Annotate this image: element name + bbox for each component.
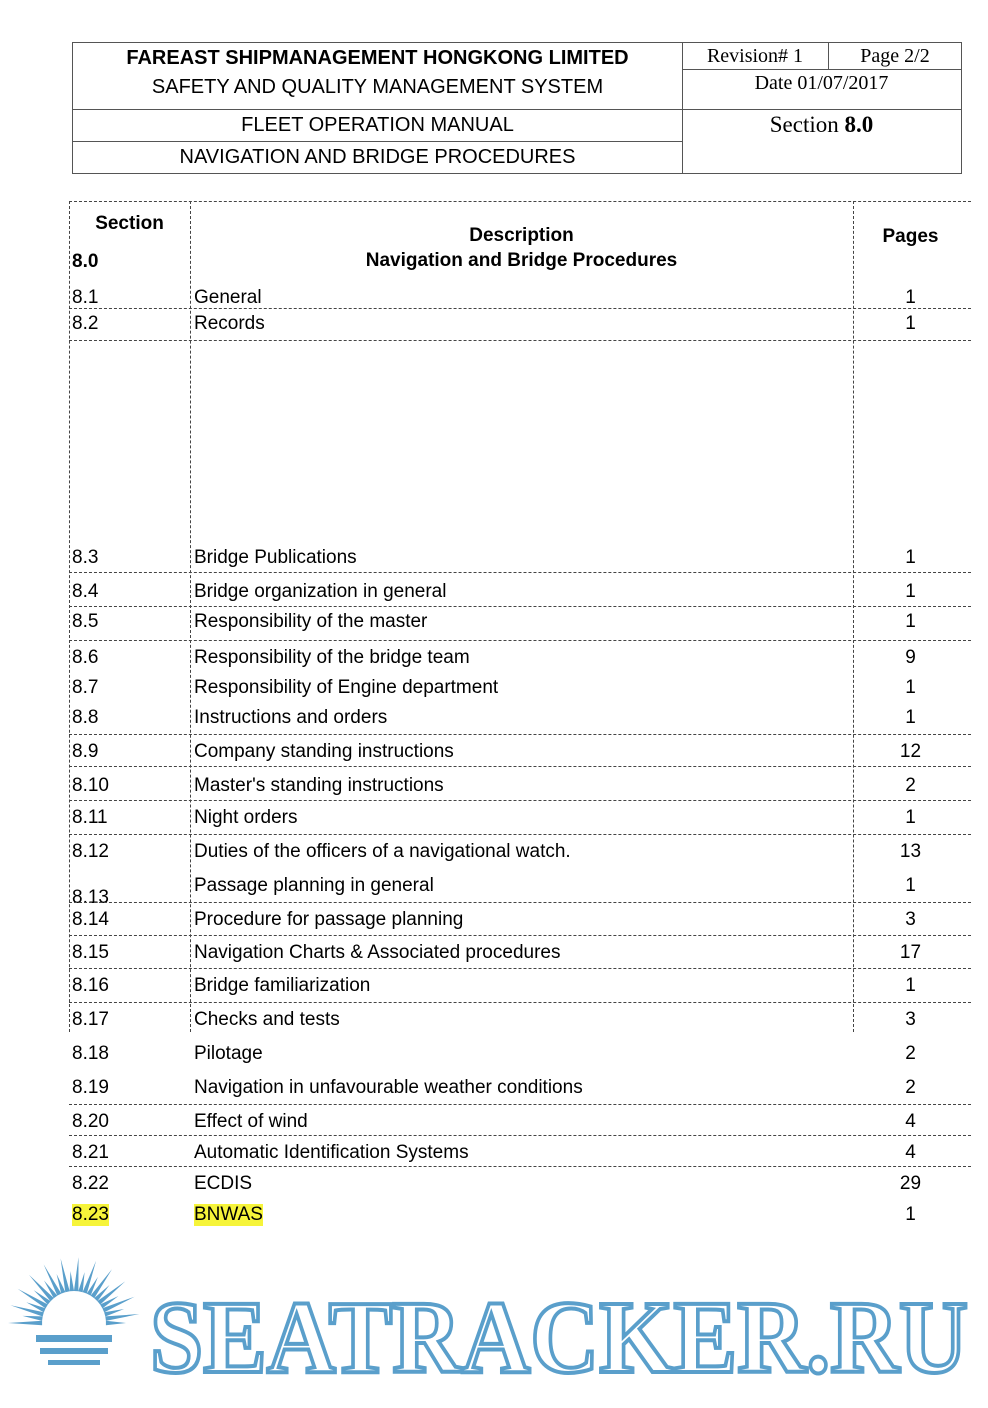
toc-description: Bridge organization in general: [194, 581, 447, 602]
management-system: SAFETY AND QUALITY MANAGEMENT SYSTEM: [151, 76, 604, 98]
toc-row: [69, 279, 971, 309]
toc-description: Pilotage: [194, 1043, 263, 1064]
toc-pages: 1: [905, 581, 916, 602]
toc-pages: 13: [899, 841, 922, 862]
toc-pages: 1: [905, 287, 916, 308]
toc-section-number: 8.10: [72, 775, 109, 796]
toc-description: Checks and tests: [194, 1009, 340, 1030]
row-divider: [69, 340, 971, 341]
toc-row: [69, 607, 971, 641]
toc-row: [69, 1198, 971, 1231]
main-section-title: Navigation and Bridge Procedures: [365, 250, 678, 271]
revision-date: Date 01/07/2017: [754, 72, 889, 94]
toc-pages: 1: [905, 677, 916, 698]
toc-pages: 1: [905, 807, 916, 828]
toc-description: Master's standing instructions: [194, 775, 444, 796]
toc-pages: 29: [899, 1173, 922, 1194]
company-name: FAREAST SHIPMANAGEMENT HONGKONG LIMITED: [126, 47, 629, 69]
toc-pages: 2: [905, 775, 916, 796]
toc-description: Effect of wind: [194, 1111, 308, 1132]
toc-section-number: 8.19: [72, 1077, 109, 1098]
toc-row: [69, 539, 971, 573]
page-number: Page 2/2: [860, 45, 930, 67]
column-header-pages: Pages: [882, 226, 939, 247]
toc-description: Company standing instructions: [194, 741, 454, 762]
toc-description: Responsibility of Engine department: [194, 677, 499, 698]
toc-pages: 1: [905, 611, 916, 632]
toc-row: [69, 1071, 971, 1105]
toc-pages: 1: [905, 1204, 916, 1225]
toc-section-number: 8.2: [72, 313, 99, 334]
document-header: [72, 42, 962, 174]
toc-row: [69, 767, 971, 801]
toc-description: Passage planning in general: [194, 875, 434, 896]
toc-row: [69, 1003, 971, 1037]
toc-description: Records: [194, 313, 265, 334]
sun-ray: [70, 1271, 74, 1291]
toc-section-number: 8.11: [72, 807, 108, 828]
toc-pages: 2: [905, 1077, 916, 1098]
toc-row: [69, 936, 971, 969]
seatracker-watermark: [0, 1255, 988, 1395]
toc-pages: 1: [905, 547, 916, 568]
toc-row: [69, 573, 971, 607]
sun-ray: [106, 1321, 126, 1325]
toc-pages: 12: [899, 741, 922, 762]
section-label: Section: [769, 112, 839, 137]
toc-section-number: 8.5: [72, 611, 99, 632]
column-header-description: Description: [469, 225, 574, 246]
sun-ray: [74, 1257, 79, 1291]
toc-pages: 3: [905, 1009, 916, 1030]
toc-row: [69, 673, 971, 701]
header-divider-manual: [73, 141, 682, 142]
toc-description: Procedure for passage planning: [194, 909, 464, 930]
toc-description: Bridge Publications: [194, 547, 357, 568]
toc-pages: 1: [905, 975, 916, 996]
toc-section-number: 8.12: [72, 841, 109, 862]
toc-pages: 1: [905, 313, 916, 334]
toc-section-number: 8.21: [72, 1142, 109, 1163]
toc-row: [69, 869, 971, 908]
toc-section-number: 8.16: [72, 975, 109, 996]
toc-section-number: 8.7: [72, 677, 99, 698]
column-header-section: Section: [95, 213, 164, 234]
toc-section-number: 8.6: [72, 647, 99, 668]
toc-section-number: 8.18: [72, 1043, 109, 1064]
toc-section-number: 8.3: [72, 547, 99, 568]
sun-ray: [78, 1272, 84, 1292]
toc-row: [69, 1167, 971, 1198]
manual-title: FLEET OPERATION MANUAL: [241, 114, 514, 136]
sun-ray: [22, 1316, 42, 1321]
section-reference: [682, 111, 961, 139]
main-section-number: 8.0: [72, 251, 99, 272]
toc-description: Automatic Identification Systems: [194, 1142, 469, 1163]
toc-section-number: 8.17: [72, 1009, 109, 1030]
toc-section-number: 8.15: [72, 942, 109, 963]
toc-description: Responsibility of the bridge team: [194, 647, 470, 668]
toc-pages: 1: [905, 707, 916, 728]
toc-description: Duties of the officers of a navigational watch.: [194, 841, 571, 862]
toc-row: [69, 735, 971, 767]
toc-pages: 3: [905, 909, 916, 930]
toc-section-number: 8.22: [72, 1173, 109, 1194]
toc-pages: 4: [905, 1111, 916, 1132]
toc-row: [69, 835, 971, 869]
toc-description: Night orders: [194, 807, 298, 828]
toc-row: [69, 1105, 971, 1136]
toc-description: Instructions and orders: [194, 707, 388, 728]
toc-section-number: 8.20: [72, 1111, 109, 1132]
toc-description: ECDIS: [194, 1173, 253, 1194]
toc-description: Navigation in unfavourable weather conditions: [194, 1077, 583, 1098]
toc-pages: 4: [905, 1142, 916, 1163]
toc-row: [69, 1037, 971, 1071]
toc-header-row: [69, 201, 971, 279]
toc-pages: 17: [899, 942, 922, 963]
toc-section-number: 8.14: [72, 909, 109, 930]
toc-description: Navigation Charts & Associated procedures: [194, 942, 561, 963]
sun-ray: [8, 1321, 42, 1325]
chapter-title: NAVIGATION AND BRIDGE PROCEDURES: [179, 146, 576, 168]
toc-row: [69, 903, 971, 936]
toc-pages: 9: [905, 647, 916, 668]
toc-pages: 2: [905, 1043, 916, 1064]
toc-row: [69, 969, 971, 1003]
revision-number: Revision# 1: [706, 45, 804, 67]
toc-row: [69, 641, 971, 673]
toc-pages: 1: [905, 875, 916, 896]
toc-description: Responsibility of the master: [194, 611, 428, 632]
toc-section-number: 8.13: [72, 887, 109, 908]
toc-row: [69, 801, 971, 835]
toc-description: Bridge familiarization: [194, 975, 371, 996]
toc-section-number: 8.8: [72, 707, 99, 728]
toc-section-number: 8.4: [72, 581, 99, 602]
section-number: 8.0: [844, 112, 874, 137]
toc-description: General: [194, 287, 262, 308]
watermark-text: SEATRACKER.RU: [150, 1280, 968, 1395]
toc-description: BNWAS: [194, 1204, 263, 1225]
toc-section-number: 8.23: [72, 1204, 109, 1225]
toc-section-number: 8.1: [72, 287, 99, 308]
toc-row: [69, 1136, 971, 1167]
header-divider-horizontal: [73, 109, 961, 110]
sun-ray: [83, 1261, 97, 1294]
toc-row: [69, 309, 971, 341]
toc-section-number: 8.9: [72, 741, 99, 762]
toc-row: [69, 701, 971, 735]
sun-logo-icon: [8, 1257, 139, 1365]
sun-ray: [105, 1314, 139, 1321]
